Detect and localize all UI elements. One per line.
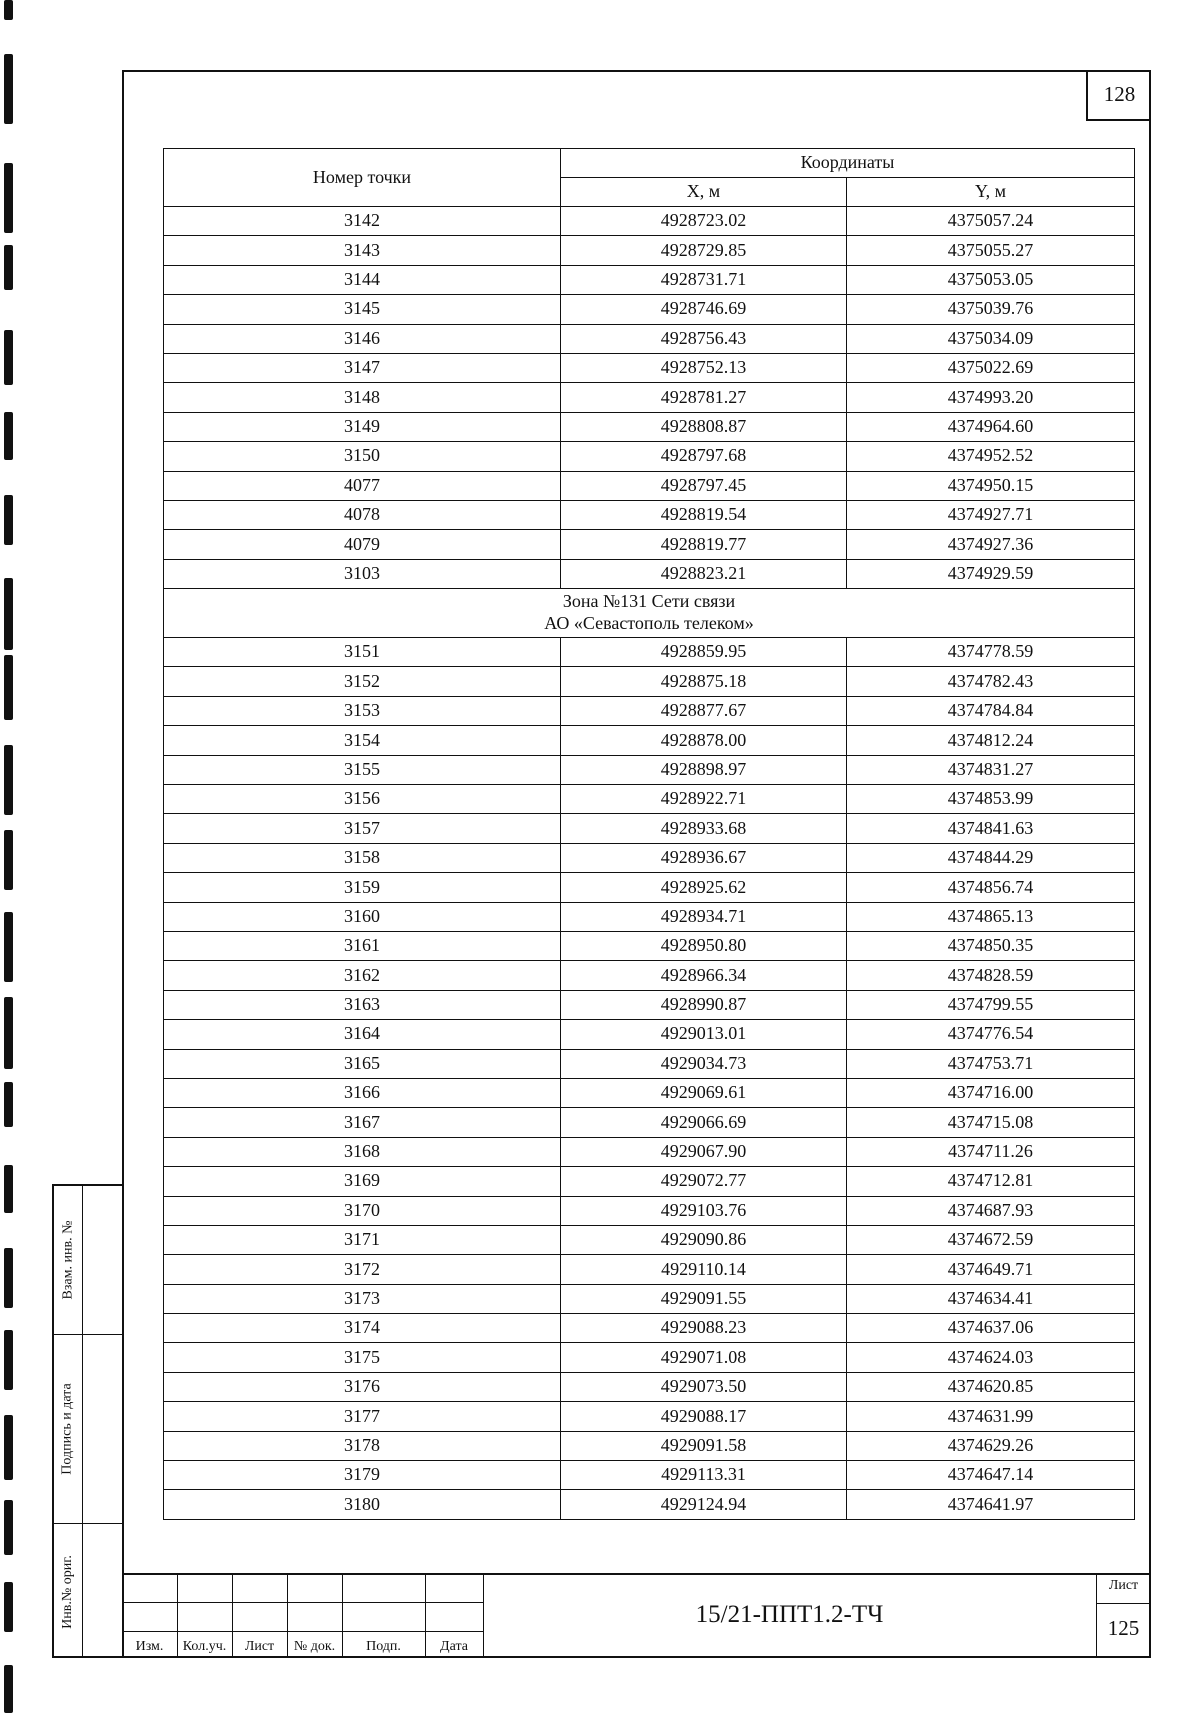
cell-y: 4374927.71 [847, 500, 1135, 529]
table-row [164, 785, 1135, 814]
table-row [164, 1431, 1135, 1460]
table-row [164, 559, 1135, 588]
cell-x: 4929088.23 [561, 1314, 847, 1343]
table-row [164, 931, 1135, 960]
binding-mark [4, 1082, 13, 1127]
cell-point-number: 3145 [164, 295, 561, 324]
cell-y: 4374647.14 [847, 1461, 1135, 1490]
cell-x: 4928808.87 [561, 412, 847, 441]
table-row [164, 295, 1135, 324]
cell-y: 4374856.74 [847, 873, 1135, 902]
sheet-label: Лист [1108, 1578, 1139, 1593]
table-row [164, 902, 1135, 931]
zone-title [164, 589, 1135, 638]
label-vzam [54, 1186, 82, 1334]
cell-point-number: 3169 [164, 1167, 561, 1196]
cell-x: 4928746.69 [561, 295, 847, 324]
cell-point-number: 3144 [164, 265, 561, 294]
table-row [164, 353, 1135, 382]
cell-y: 4374850.35 [847, 931, 1135, 960]
cell-y: 4374624.03 [847, 1343, 1135, 1372]
cell-y: 4374782.43 [847, 667, 1135, 696]
cell-x: 4929091.55 [561, 1284, 847, 1313]
cell-y: 4374715.08 [847, 1108, 1135, 1137]
stamp-col-izm: Изм. [135, 1639, 164, 1654]
cell-point-number: 3103 [164, 559, 561, 588]
cell-y: 4374631.99 [847, 1402, 1135, 1431]
cell-point-number: 3164 [164, 1020, 561, 1049]
cell-point-number: 3177 [164, 1402, 561, 1431]
table-row [164, 1078, 1135, 1107]
header-x: X, м [561, 178, 847, 207]
label-podpis [54, 1334, 82, 1523]
cell-point-number: 3156 [164, 785, 561, 814]
cell-x: 4928922.71 [561, 785, 847, 814]
binding-mark [4, 1665, 13, 1713]
label-podpis-text: Подпись и дата [60, 1382, 76, 1475]
cell-y: 4374649.71 [847, 1255, 1135, 1284]
stamp-col-ndok: № док. [293, 1639, 336, 1654]
cell-point-number: 3148 [164, 383, 561, 412]
table-row [164, 1167, 1135, 1196]
cell-point-number: 4079 [164, 530, 561, 559]
cell-y: 4374784.84 [847, 696, 1135, 725]
cell-x: 4928819.77 [561, 530, 847, 559]
cell-x: 4929069.61 [561, 1078, 847, 1107]
cell-x: 4929103.76 [561, 1196, 847, 1225]
cell-x: 4928797.45 [561, 471, 847, 500]
table-row [164, 696, 1135, 725]
cell-y: 4375039.76 [847, 295, 1135, 324]
cell-point-number: 3149 [164, 412, 561, 441]
table-row [164, 471, 1135, 500]
cell-y: 4374993.20 [847, 383, 1135, 412]
cell-x: 4928819.54 [561, 500, 847, 529]
cell-point-number: 3151 [164, 638, 561, 667]
table-row [164, 530, 1135, 559]
binding-mark [4, 830, 13, 890]
binding-mark [4, 1248, 13, 1308]
stamp-divider [483, 1575, 484, 1658]
cell-point-number: 3166 [164, 1078, 561, 1107]
zone-title-line1: Зона №131 Сети связи [562, 591, 736, 612]
cell-y: 4375055.27 [847, 236, 1135, 265]
cell-point-number: 3158 [164, 843, 561, 872]
table-row [164, 442, 1135, 471]
table-row [164, 500, 1135, 529]
cell-x: 4928781.27 [561, 383, 847, 412]
cell-x: 4929091.58 [561, 1431, 847, 1460]
cell-x: 4928878.00 [561, 726, 847, 755]
cell-point-number: 3150 [164, 442, 561, 471]
cell-y: 4374929.59 [847, 559, 1135, 588]
cell-x: 4929066.69 [561, 1108, 847, 1137]
cell-x: 4929067.90 [561, 1137, 847, 1166]
cell-y: 4375053.05 [847, 265, 1135, 294]
cell-y: 4374799.55 [847, 990, 1135, 1019]
table-row [164, 1225, 1135, 1254]
cell-x: 4928898.97 [561, 755, 847, 784]
table-row [164, 207, 1135, 236]
table-row [164, 1490, 1135, 1519]
binding-mark [4, 1330, 13, 1390]
cell-y: 4374828.59 [847, 961, 1135, 990]
cell-x: 4928823.21 [561, 559, 847, 588]
header-point-number: Номер точки [164, 149, 561, 207]
cell-y: 4374844.29 [847, 843, 1135, 872]
label-vzam-text: Взам. инв. № [60, 1220, 75, 1300]
cell-x: 4929113.31 [561, 1461, 847, 1490]
binding-mark [4, 54, 13, 124]
cell-point-number: 3142 [164, 207, 561, 236]
cell-x: 4928877.67 [561, 696, 847, 725]
cell-y: 4375022.69 [847, 353, 1135, 382]
binding-mark [4, 745, 13, 815]
cell-point-number: 3175 [164, 1343, 561, 1372]
stamp-col-kol: Кол.уч. [182, 1639, 227, 1654]
cell-point-number: 4077 [164, 471, 561, 500]
cell-point-number: 3179 [164, 1461, 561, 1490]
table-row [164, 873, 1135, 902]
cell-y: 4374778.59 [847, 638, 1135, 667]
cell-point-number: 3146 [164, 324, 561, 353]
cell-point-number: 3153 [164, 696, 561, 725]
table-row [164, 383, 1135, 412]
cell-x: 4929073.50 [561, 1372, 847, 1401]
cell-point-number: 3170 [164, 1196, 561, 1225]
cell-y: 4374712.81 [847, 1167, 1135, 1196]
table-row [164, 1020, 1135, 1049]
binding-mark [4, 1165, 13, 1213]
cell-x: 4928731.71 [561, 265, 847, 294]
binding-mark [4, 1415, 13, 1480]
table-row [164, 726, 1135, 755]
cell-y: 4374952.52 [847, 442, 1135, 471]
cell-x: 4928756.43 [561, 324, 847, 353]
cell-y: 4374634.41 [847, 1284, 1135, 1313]
binding-mark [4, 163, 13, 233]
cell-y: 4374853.99 [847, 785, 1135, 814]
label-inv-text: Инв.№ ориг. [60, 1554, 76, 1629]
cell-y: 4374641.97 [847, 1490, 1135, 1519]
table-row [164, 1049, 1135, 1078]
document-code: 15/21-ППТ1.2-ТЧ [695, 1600, 884, 1628]
binding-mark [4, 655, 13, 720]
sheet-number: 125 [1107, 1616, 1140, 1640]
binding-mark [4, 412, 13, 460]
cell-x: 4929110.14 [561, 1255, 847, 1284]
cell-point-number: 3165 [164, 1049, 561, 1078]
cell-x: 4929124.94 [561, 1490, 847, 1519]
cell-y: 4374865.13 [847, 902, 1135, 931]
table-row [164, 1284, 1135, 1313]
table-row [164, 843, 1135, 872]
table-row [164, 324, 1135, 353]
cell-y: 4374753.71 [847, 1049, 1135, 1078]
cell-x: 4928966.34 [561, 961, 847, 990]
cell-x: 4928723.02 [561, 207, 847, 236]
table-row [164, 961, 1135, 990]
table-row [164, 1372, 1135, 1401]
zone-row [164, 589, 1135, 638]
table-row [164, 1255, 1135, 1284]
cell-y: 4374776.54 [847, 1020, 1135, 1049]
binding-mark [4, 330, 13, 385]
cell-y: 4374629.26 [847, 1431, 1135, 1460]
table-row [164, 638, 1135, 667]
cell-y: 4374812.24 [847, 726, 1135, 755]
binding-mark [4, 912, 13, 982]
cell-y: 4374716.00 [847, 1078, 1135, 1107]
stamp-divider [122, 1602, 483, 1603]
table-row [164, 1137, 1135, 1166]
cell-y: 4374687.93 [847, 1196, 1135, 1225]
cell-y: 4374637.06 [847, 1314, 1135, 1343]
cell-y: 4375034.09 [847, 324, 1135, 353]
table-row [164, 814, 1135, 843]
cell-point-number: 3176 [164, 1372, 561, 1401]
cell-x: 4928797.68 [561, 442, 847, 471]
cell-point-number: 3157 [164, 814, 561, 843]
cell-x: 4928933.68 [561, 814, 847, 843]
cell-point-number: 3161 [164, 931, 561, 960]
cell-y: 4374950.15 [847, 471, 1135, 500]
header-coordinates: Координаты [561, 149, 1135, 178]
binding-mark [4, 0, 13, 20]
cell-point-number: 3167 [164, 1108, 561, 1137]
binding-mark [4, 495, 13, 545]
cell-point-number: 3172 [164, 1255, 561, 1284]
table-row [164, 755, 1135, 784]
cell-x: 4928752.13 [561, 353, 847, 382]
table-row [164, 1461, 1135, 1490]
cell-x: 4929072.77 [561, 1167, 847, 1196]
cell-y: 4374711.26 [847, 1137, 1135, 1166]
cell-point-number: 3162 [164, 961, 561, 990]
cell-point-number: 3154 [164, 726, 561, 755]
table-row [164, 1314, 1135, 1343]
table-row [164, 1402, 1135, 1431]
cell-x: 4928990.87 [561, 990, 847, 1019]
stamp-col-podp: Подп. [366, 1639, 401, 1654]
cell-y: 4374831.27 [847, 755, 1135, 784]
cell-point-number: 3173 [164, 1284, 561, 1313]
cell-point-number: 3159 [164, 873, 561, 902]
cell-point-number: 3171 [164, 1225, 561, 1254]
cell-x: 4928925.62 [561, 873, 847, 902]
cell-y: 4374841.63 [847, 814, 1135, 843]
table-row [164, 990, 1135, 1019]
cell-point-number: 3174 [164, 1314, 561, 1343]
cell-x: 4928950.80 [561, 931, 847, 960]
binding-mark [4, 997, 13, 1069]
cell-point-number: 3160 [164, 902, 561, 931]
table-row [164, 1343, 1135, 1372]
cell-point-number: 3143 [164, 236, 561, 265]
cell-y: 4374927.36 [847, 530, 1135, 559]
cell-x: 4929034.73 [561, 1049, 847, 1078]
cell-x: 4929090.86 [561, 1225, 847, 1254]
cell-x: 4929013.01 [561, 1020, 847, 1049]
binding-mark [4, 1582, 13, 1632]
table-row [164, 412, 1135, 441]
binding-mark [4, 578, 13, 650]
binding-mark [4, 245, 13, 290]
table-row [164, 265, 1135, 294]
stamp-divider [122, 1631, 483, 1632]
cell-y: 4374672.59 [847, 1225, 1135, 1254]
cell-point-number: 3168 [164, 1137, 561, 1166]
cell-y: 4375057.24 [847, 207, 1135, 236]
cell-x: 4929088.17 [561, 1402, 847, 1431]
cell-y: 4374620.85 [847, 1372, 1135, 1401]
zone-title-line2: АО «Севастополь телеком» [544, 613, 754, 634]
coordinates-table [163, 148, 1135, 1520]
cell-x: 4929071.08 [561, 1343, 847, 1372]
table-row [164, 1108, 1135, 1137]
stamp-col-data: Дата [440, 1639, 468, 1654]
cell-x: 4928875.18 [561, 667, 847, 696]
cell-x: 4928859.95 [561, 638, 847, 667]
binding-mark [4, 1500, 13, 1555]
cell-x: 4928934.71 [561, 902, 847, 931]
stamp-col-list: Лист [244, 1639, 275, 1654]
cell-point-number: 3155 [164, 755, 561, 784]
cell-y: 4374964.60 [847, 412, 1135, 441]
cell-x: 4928936.67 [561, 843, 847, 872]
table-row [164, 667, 1135, 696]
label-inv [54, 1523, 82, 1660]
cell-point-number: 3163 [164, 990, 561, 1019]
strip-divider [82, 1186, 83, 1656]
header-y: Y, м [847, 178, 1135, 207]
cell-point-number: 3147 [164, 353, 561, 382]
cell-point-number: 3178 [164, 1431, 561, 1460]
cell-point-number: 3152 [164, 667, 561, 696]
cell-x: 4928729.85 [561, 236, 847, 265]
cell-point-number: 3180 [164, 1490, 561, 1519]
table-row [164, 236, 1135, 265]
side-approval-strip [52, 1184, 122, 1658]
corner-page-number: 128 [1086, 70, 1151, 121]
cell-point-number: 4078 [164, 500, 561, 529]
table-row [164, 1196, 1135, 1225]
